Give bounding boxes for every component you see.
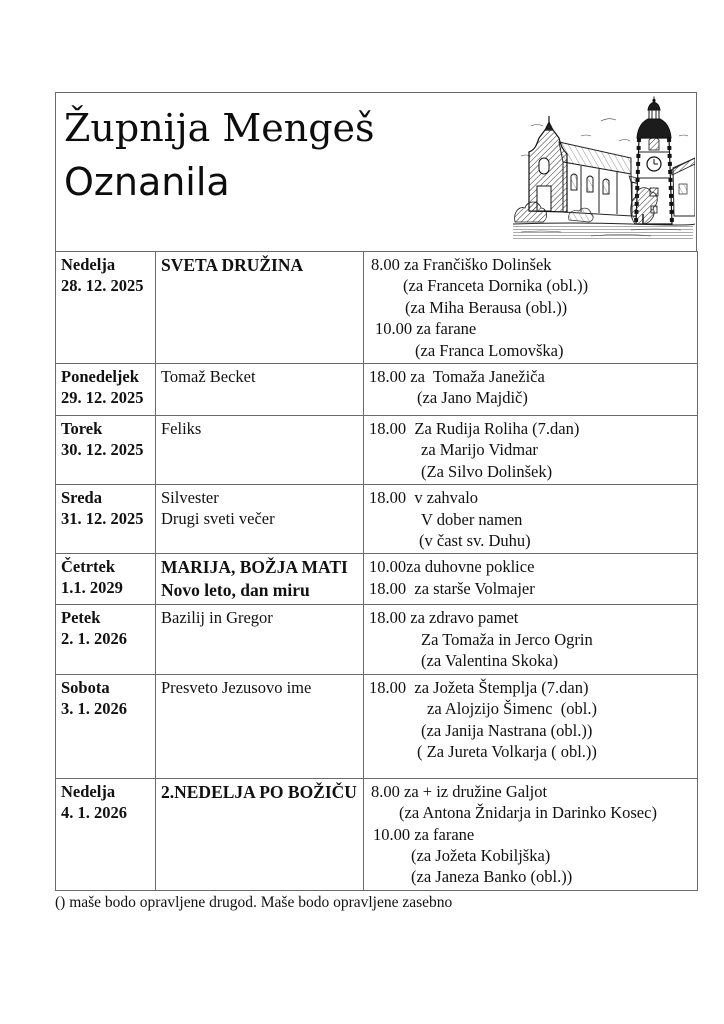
intention-line: (za Franceta Dornika (obl.)) <box>403 276 589 296</box>
schedule-row <box>56 674 698 778</box>
date-cell <box>56 674 156 778</box>
intention-line: (za Antona Žnidarja in Darinko Kosec) <box>399 803 657 823</box>
date-cell <box>56 605 156 674</box>
intentions-cell <box>364 778 698 890</box>
date-label: 28. 12. 2025 <box>61 276 144 295</box>
intention-line: za Marijo Vidmar <box>421 440 538 460</box>
feast-line: 2.NEDELJA PO BOŽIČU <box>161 781 357 802</box>
schedule-row <box>56 605 698 674</box>
feast-line: Tomaž Becket <box>161 367 256 387</box>
schedule-row <box>56 252 698 364</box>
feast-cell <box>156 554 364 605</box>
day-label: Nedelja <box>61 255 116 274</box>
feast-cell <box>156 485 364 554</box>
day-label: Nedelja <box>61 781 116 801</box>
intention-line: V dober namen <box>421 509 523 529</box>
intentions-cell <box>364 485 698 554</box>
feast-cell <box>156 778 364 890</box>
schedule-body <box>56 252 698 891</box>
intention-line: (za Janeza Banko (obl.)) <box>411 867 573 887</box>
day-label: Sobota <box>61 677 110 697</box>
day-label: Četrtek <box>61 557 116 577</box>
intention-line: 18.00 za Jožeta Štemplja (7.dan) <box>369 677 589 697</box>
intentions-cell <box>364 674 698 778</box>
date-cell <box>56 416 156 485</box>
church-illustration-icon <box>511 96 695 246</box>
date-label: 4. 1. 2026 <box>61 802 127 822</box>
day-label: Torek <box>61 419 103 439</box>
feast-cell <box>156 674 364 778</box>
schedule-row <box>56 554 698 605</box>
date-label: 1.1. 2029 <box>61 578 123 598</box>
feast-cell <box>156 252 364 364</box>
day-label: Ponedeljek <box>61 367 139 387</box>
intention-line: 18.00 v zahvalo <box>369 488 479 508</box>
intention-line: (za Franca Lomovška) <box>415 340 564 360</box>
intention-line: 10.00za duhovne poklice <box>369 557 535 577</box>
intention-line: Za Tomaža in Jerco Ogrin <box>421 629 593 649</box>
feast-cell <box>156 416 364 485</box>
feast-line: Bazilij in Gregor <box>161 608 273 628</box>
intention-line: 18.00 za zdravo pamet <box>369 608 519 628</box>
intention-line: 18.00 za starše Volmajer <box>369 578 535 598</box>
date-cell <box>56 778 156 890</box>
intention-line: (za Valentina Skoka) <box>421 651 559 671</box>
feast-line: MARIJA, BOŽJA MATI <box>161 557 348 578</box>
intention-line: 8.00 za Frančiško Dolinšek <box>371 255 552 274</box>
intention-line: (za Miha Berausa (obl.)) <box>405 297 568 317</box>
intentions-cell <box>364 364 698 416</box>
intention-line: (za Jano Majdič) <box>417 388 528 408</box>
intentions-cell <box>364 605 698 674</box>
mass-schedule-table <box>55 251 698 891</box>
date-label: 30. 12. 2025 <box>61 440 144 460</box>
intention-line: (za Janija Nastrana (obl.)) <box>421 720 593 740</box>
intention-line: 10.00 za farane <box>375 319 477 339</box>
intention-line: 18.00 Za Rudija Roliha (7.dan) <box>369 419 580 439</box>
day-label: Petek <box>61 608 101 628</box>
intention-line: 8.00 za + iz družine Galjot <box>371 781 548 801</box>
header <box>55 92 697 252</box>
feast-cell <box>156 364 364 416</box>
date-cell <box>56 485 156 554</box>
schedule-row <box>56 778 698 890</box>
date-label: 2. 1. 2026 <box>61 629 127 649</box>
feast-line: Novo leto, dan miru <box>161 580 310 601</box>
intention-line: ( Za Jureta Volkarja ( obl.)) <box>417 741 597 761</box>
intentions-cell <box>364 416 698 485</box>
footnote: () maše bodo opravljene drugod. Maše bodo opravljene zasebno <box>55 893 453 911</box>
intentions-cell <box>364 252 698 364</box>
parish-title: Župnija Mengeš <box>64 106 375 150</box>
feast-line: Presveto Jezusovo ime <box>161 677 312 697</box>
date-cell <box>56 252 156 364</box>
schedule-row <box>56 485 698 554</box>
intention-line: (v čast sv. Duhu) <box>419 531 531 551</box>
feast-line: SVETA DRUŽINA <box>161 255 304 275</box>
feast-cell <box>156 605 364 674</box>
date-label: 31. 12. 2025 <box>61 509 144 529</box>
date-label: 3. 1. 2026 <box>61 698 127 718</box>
feast-line: Feliks <box>161 419 202 439</box>
intention-line: (Za Silvo Dolinšek) <box>421 461 553 481</box>
intentions-cell <box>364 554 698 605</box>
day-label: Sreda <box>61 488 102 508</box>
intention-line: (za Jožeta Kobiljška) <box>411 845 551 865</box>
feast-line: Silvester <box>161 488 219 508</box>
intention-line: 18.00 za Tomaža Janežiča <box>369 367 545 387</box>
bulletin-title: Oznanila <box>64 160 230 204</box>
date-label: 29. 12. 2025 <box>61 388 144 408</box>
schedule-row <box>56 416 698 485</box>
date-cell <box>56 554 156 605</box>
intention-line: 10.00 za farane <box>373 824 475 844</box>
feast-line: Drugi sveti večer <box>161 509 275 529</box>
intention-line: za Alojzijo Šimenc (obl.) <box>427 699 598 719</box>
date-cell <box>56 364 156 416</box>
schedule-row <box>56 364 698 416</box>
